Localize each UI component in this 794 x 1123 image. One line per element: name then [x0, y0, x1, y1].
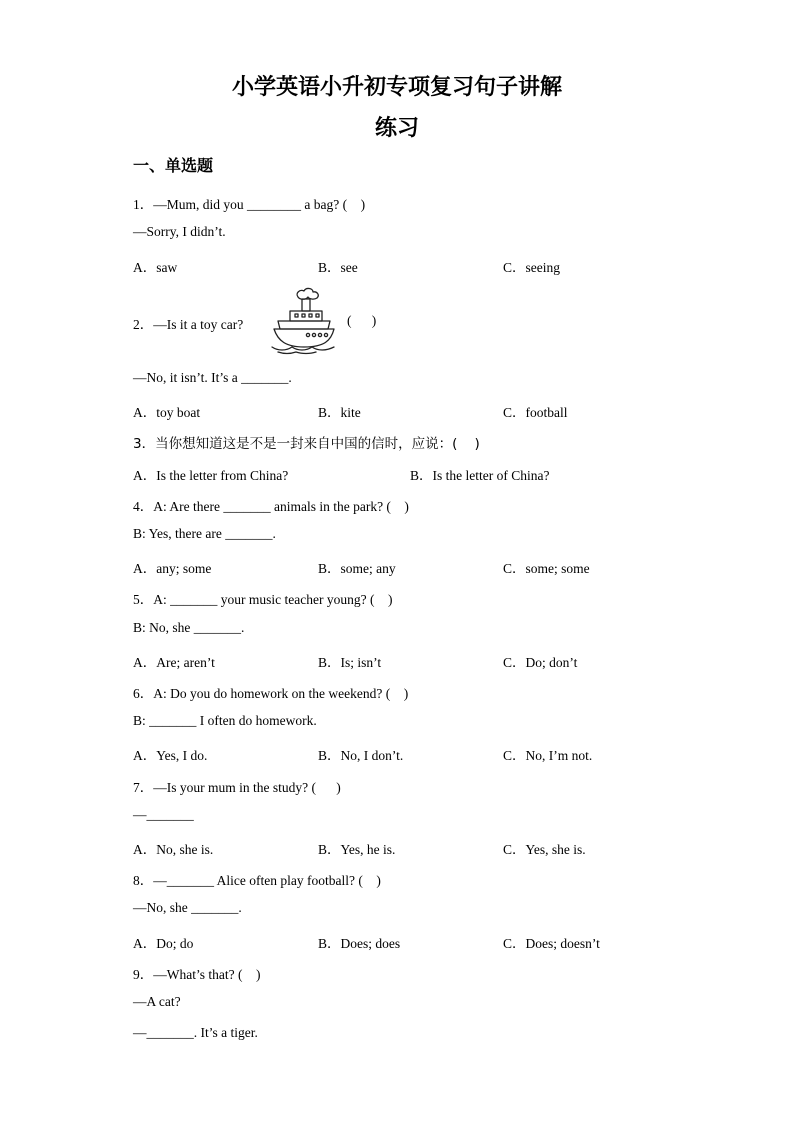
- question-5-reply: B: No, she _______.: [133, 620, 245, 635]
- question-7-option-a[interactable]: A．No, she is.: [133, 842, 214, 857]
- question-5-option-c[interactable]: C．Do; don’t: [503, 655, 578, 670]
- question-1: 1．—Mum, did you ________ a bag? ( ): [133, 197, 366, 212]
- question-6: 6．A: Do you do homework on the weekend? ( ): [133, 686, 409, 701]
- question-1-option-c[interactable]: C．seeing: [503, 260, 560, 275]
- toy-boat-picture: [268, 283, 338, 355]
- page-title-line1: 小学英语小升初专项复习句子讲解: [231, 75, 562, 100]
- question-7-option-c[interactable]: C．Yes, she is.: [503, 842, 586, 857]
- question-9: 9．—What’s that? ( ): [133, 967, 261, 982]
- question-6-reply: B: _______ I often do homework.: [133, 713, 317, 728]
- question-7-reply: —_______: [133, 807, 194, 822]
- question-4: 4．A: Are there _______ animals in the park? ( ): [133, 499, 409, 514]
- question-7: 7．—Is your mum in the study? ( ): [133, 780, 341, 795]
- question-3: 3．当你想知道这是不是一封来自中国的信时，应说：( ): [133, 436, 480, 452]
- question-1-reply: —Sorry, I didn’t.: [133, 224, 226, 239]
- question-6-option-c[interactable]: C．No, I’m not.: [503, 748, 593, 763]
- question-9-reply-2: —_______. It’s a tiger.: [133, 1025, 258, 1040]
- question-4-option-c[interactable]: C．some; some: [503, 561, 590, 576]
- question-8-option-b[interactable]: B．Does; does: [318, 936, 401, 951]
- question-2-option-b[interactable]: B．kite: [318, 405, 361, 420]
- question-2-reply: —No, it isn’t. It’s a _______.: [133, 370, 292, 385]
- question-4-option-b[interactable]: B．some; any: [318, 561, 396, 576]
- section-title: 一、单选题: [133, 156, 214, 175]
- question-2: 2．—Is it a toy car?: [133, 317, 244, 332]
- question-1-option-a[interactable]: A．saw: [133, 260, 178, 275]
- question-2-blank: ( ): [347, 313, 377, 328]
- question-5: 5．A: _______ your music teacher young? ( ): [133, 592, 393, 607]
- question-3-option-b[interactable]: B．Is the letter of China?: [410, 468, 550, 483]
- question-5-option-a[interactable]: A．Are; aren’t: [133, 655, 215, 670]
- question-4-reply: B: Yes, there are _______.: [133, 526, 276, 541]
- question-4-option-a[interactable]: A．any; some: [133, 561, 212, 576]
- question-2-option-c[interactable]: C．football: [503, 405, 568, 420]
- page-title-line2: 练习: [374, 116, 419, 141]
- question-9-reply: —A cat?: [133, 994, 181, 1009]
- question-8-option-c[interactable]: C．Does; doesn’t: [503, 936, 600, 951]
- question-6-option-a[interactable]: A．Yes, I do.: [133, 748, 208, 763]
- question-3-option-a[interactable]: A．Is the letter from China?: [133, 468, 289, 483]
- question-8-reply: —No, she _______.: [133, 900, 242, 915]
- question-6-option-b[interactable]: B．No, I don’t.: [318, 748, 404, 763]
- question-1-option-b[interactable]: B．see: [318, 260, 358, 275]
- question-2-option-a[interactable]: A．toy boat: [133, 405, 201, 420]
- question-8: 8．—_______ Alice often play football? ( ): [133, 873, 381, 888]
- question-8-option-a[interactable]: A．Do; do: [133, 936, 194, 951]
- question-7-option-b[interactable]: B．Yes, he is.: [318, 842, 396, 857]
- question-5-option-b[interactable]: B．Is; isn’t: [318, 655, 382, 670]
